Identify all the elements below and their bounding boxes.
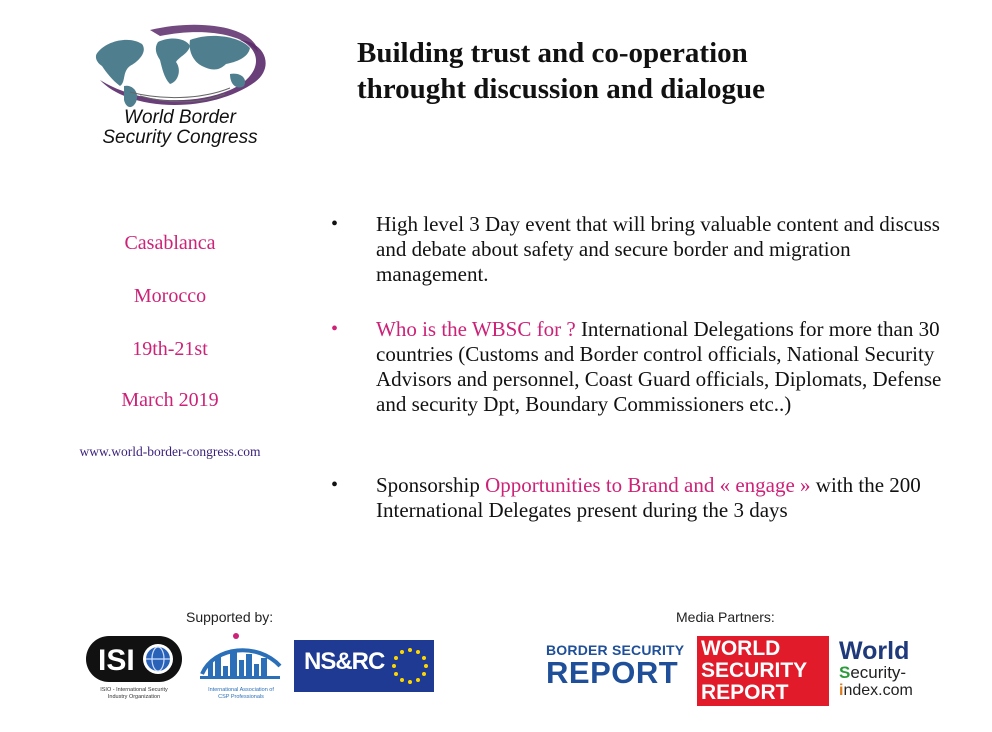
world-map-icon	[90, 22, 275, 117]
headline	[357, 35, 957, 107]
globe-icon	[84, 632, 184, 686]
wsr-line-1: WORLD	[701, 637, 781, 660]
bullet-marker-2: •	[331, 318, 339, 340]
skyline-icon	[196, 632, 286, 688]
supported-by-label: Supported by:	[186, 609, 274, 625]
media-partners-label: Media Partners:	[676, 609, 775, 625]
bsr-line-1: BORDER SECURITY	[546, 642, 685, 658]
website-link[interactable]: www.world-border-congress.com	[79, 444, 261, 459]
event-month-year: March 2019	[121, 389, 219, 411]
bullet-text-1	[376, 212, 956, 287]
wsi-line-1: World	[839, 637, 910, 665]
bsr-line-2: REPORT	[546, 655, 679, 690]
wsr-line-2: SECURITY	[701, 659, 808, 682]
wsi-line-2: Security-	[839, 663, 907, 682]
nsrc-logo	[294, 640, 434, 692]
wsi-line-3: index.com	[839, 682, 913, 699]
bullet-text-3	[376, 473, 956, 523]
isio-logo	[84, 632, 184, 702]
bullet-3-highlight: Opportunities to Brand and « engage »	[485, 473, 811, 497]
svg-text:ISI: ISI	[98, 644, 135, 677]
isio-caption-2: Industry Organization	[107, 694, 161, 700]
border-security-report-logo	[546, 642, 690, 688]
wbsc-logo	[90, 22, 275, 152]
logo-line-1: World Border	[124, 107, 236, 128]
bullet-2-text: International Delegations for more than 30 countries (Customs and Border control officials, National Security Advisors and personnel, Coast Guard officials, Diplomats, Defense and security Dpt, Boundary Commissioners etc..)	[376, 317, 942, 416]
iacsp-caption-2: CSP Professionals	[218, 694, 264, 700]
bullet-3-post: with the 200 International Delegates present during the 3 days	[376, 473, 921, 522]
headline-line-2: throught discussion and dialogue	[357, 73, 766, 105]
bullet-3-pre: Sponsorship	[376, 473, 486, 497]
wsr-line-3: REPORT	[701, 681, 789, 704]
bullet-2-highlight: Who is the WBSC for ?	[376, 317, 576, 341]
bullet-text-2	[376, 317, 956, 417]
event-country: Morocco	[133, 285, 207, 307]
iacsp-caption-1: International Association of	[208, 687, 274, 693]
bullet-marker-3: •	[331, 474, 339, 496]
bullet-1-text: High level 3 Day event that will bring valuable content and discuss and debate about safety and secure border and migration management.	[376, 212, 940, 286]
event-city: Casablanca	[124, 232, 216, 254]
world-security-report-logo	[697, 636, 829, 706]
world-security-index-logo	[839, 638, 949, 708]
logo-line-2: Security Congress	[102, 127, 258, 148]
isio-caption-1: ISIO - International Security	[100, 687, 168, 693]
nsrc-name: NS&RC	[304, 648, 385, 675]
headline-line-1: Building trust and co-operation	[357, 37, 748, 69]
eu-stars-icon	[390, 646, 430, 686]
bullet-marker-1: •	[331, 213, 339, 235]
event-dates: 19th-21st	[132, 338, 208, 360]
iacsp-logo	[196, 632, 286, 704]
